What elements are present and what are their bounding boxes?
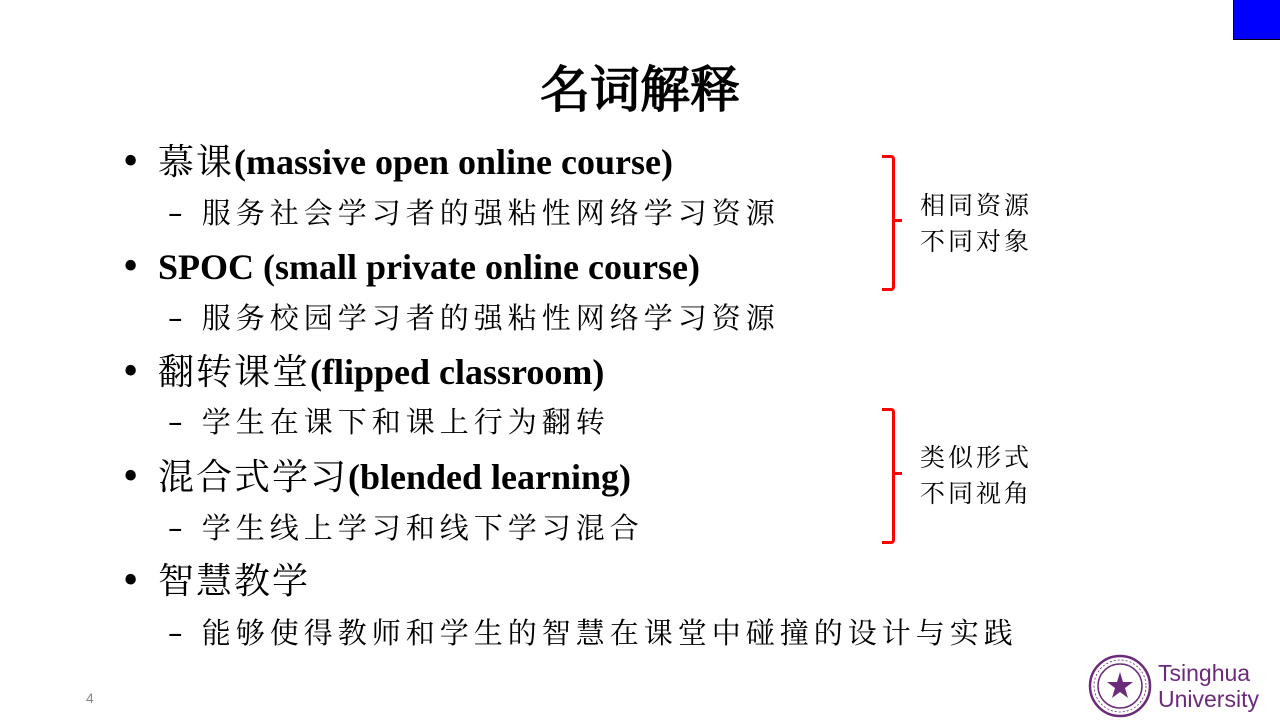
sub-item-text: 服务校园学习者的强粘性网络学习资源 [201, 301, 780, 335]
dash-symbol: – [168, 511, 188, 545]
dash-symbol: – [168, 301, 188, 335]
dash-symbol: – [168, 196, 188, 230]
sub-item [168, 510, 644, 546]
bullet-term-cn: 翻转课堂 [158, 352, 311, 393]
red-bracket [882, 155, 895, 291]
bullet-item [120, 245, 700, 290]
red-bracket-tip [892, 219, 902, 222]
bullet-term-en: (massive open online course) [234, 142, 673, 182]
bracket-note [920, 188, 1032, 260]
bullet-symbol: • [120, 352, 142, 393]
sub-item-text: 学生在课下和课上行为翻转 [201, 405, 610, 439]
logo-line1: Tsinghua [1158, 660, 1251, 686]
bullet-term-cn: 慕课 [158, 142, 235, 183]
bullet-term-en: (blended learning) [348, 457, 632, 497]
note-line: 相同资源 [920, 191, 1033, 220]
note-line: 不同对象 [920, 227, 1033, 256]
slide-title: 名词解释 [540, 61, 740, 119]
sub-item [168, 195, 780, 231]
sub-item-text: 能够使得教师和学生的智慧在课堂中碰撞的设计与实践 [201, 616, 1018, 650]
bullet-item [120, 140, 673, 185]
bullet-term-en: (flipped classroom) [310, 352, 605, 392]
red-bracket [882, 408, 895, 544]
bullet-term-cn: 智慧教学 [158, 561, 311, 602]
bullet-symbol: • [120, 142, 142, 183]
bullet-symbol: • [120, 561, 142, 602]
dash-symbol: – [168, 405, 188, 439]
note-line: 类似形式 [920, 443, 1033, 472]
tsinghua-logo [1088, 654, 1268, 718]
corner-square [1233, 0, 1280, 40]
bullet-item [120, 455, 631, 500]
note-line: 不同视角 [920, 479, 1033, 508]
bracket-note [920, 440, 1032, 512]
page-number: 4 [86, 690, 94, 706]
red-bracket-tip [892, 472, 902, 475]
sub-item-text: 学生线上学习和线下学习混合 [201, 511, 644, 545]
sub-item [168, 300, 780, 336]
logo-line2: University [1158, 686, 1259, 712]
bullet-term-en: SPOC (small private online course) [158, 247, 700, 287]
bullet-item [120, 350, 604, 395]
dash-symbol: – [168, 616, 188, 650]
seal-icon [1088, 654, 1152, 718]
bullet-symbol: • [120, 247, 142, 288]
bullet-item [120, 560, 310, 604]
sub-item [168, 615, 1018, 651]
bullet-term-cn: 混合式学习 [158, 457, 349, 498]
bullet-symbol: • [120, 457, 142, 498]
sub-item-text: 服务社会学习者的强粘性网络学习资源 [201, 196, 780, 230]
sub-item [168, 404, 610, 440]
